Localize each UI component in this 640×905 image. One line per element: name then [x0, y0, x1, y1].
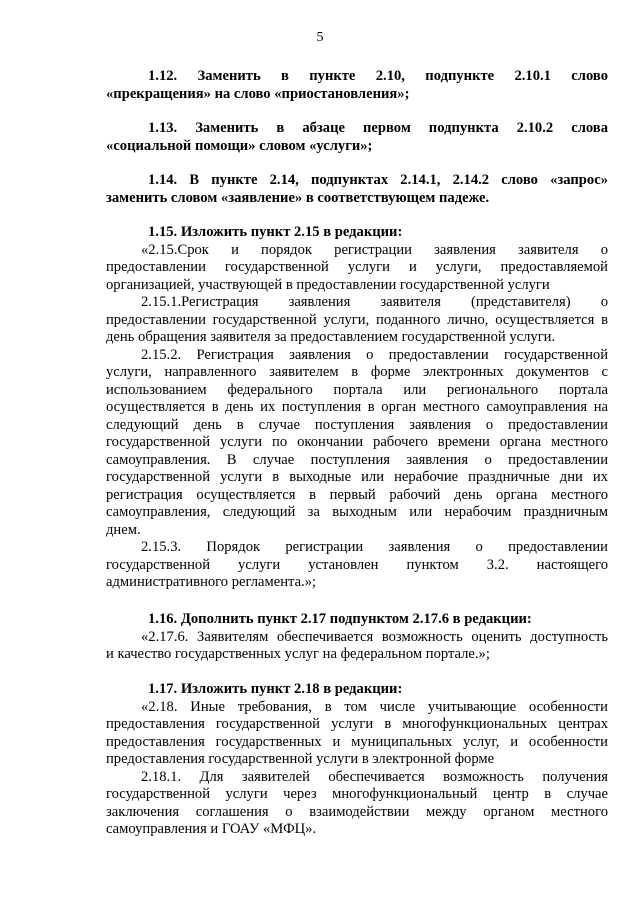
text-line: регистрация осуществляется в первый рабочий день органа местного: [106, 486, 608, 503]
text-line: 1.17. Изложить пункт 2.18 в редакции:: [148, 681, 403, 697]
text-line: самоуправления и ГОАУ «МФЦ».: [106, 821, 317, 837]
section-2: [106, 120, 608, 155]
text-line: административного регламента.»;: [106, 574, 317, 590]
text-line: 2.15.2. Регистрация заявления о предоставлении государственной: [141, 346, 608, 363]
text-line: государственной услуги в выходные или нерабочие праздничные дни их: [106, 469, 608, 485]
text-line: день обращения заявителя за предоставлением государственной услуги.: [106, 329, 556, 345]
text-line: и качество государственных услуг на федеральном портале.»;: [106, 646, 490, 662]
text-line: предоставления государственной услуги в многофункциональных центрах: [106, 716, 608, 732]
text-line: 1.14. В пункте 2.14, подпунктах 2.14.1, 2.14.2 слово «запрос»: [148, 172, 608, 188]
section-6: [106, 681, 608, 839]
text-line: 2.15.1.Регистрация заявления заявителя (представителя) о: [141, 294, 608, 310]
text-line: использованием федерального портала или регионального портала: [106, 381, 608, 398]
section-1: [106, 68, 608, 103]
text-line: 1.15. Изложить пункт 2.15 в редакции:: [148, 224, 403, 240]
text-line: заключения соглашения о взаимодействии между органом местного: [106, 803, 608, 820]
text-line: 1.13. Заменить в абзаце первом подпункта 2.10.2 слова: [148, 120, 608, 136]
text-line: «прекращения» на слово «приостановления»;: [106, 85, 410, 102]
text-line: организацией, участвующей в предоставлении государственной услуги: [106, 276, 550, 293]
text-line: предоставления государственных и муниципальных услуг, и особенности: [106, 733, 608, 750]
text-line: государственной услуги по окончании рабочего времени органа местного: [106, 434, 608, 450]
text-line: услуги, направленного заявителем в форме электронных документов с: [106, 364, 608, 380]
text-line: «2.17.6. Заявителям обеспечивается возможность оценить доступность: [141, 628, 608, 645]
text-line: предоставления государственной услуги в электронной форме: [106, 751, 495, 767]
section-5: [106, 611, 608, 664]
text-line: самоуправления. В случае поступления заявления о предоставлении: [106, 451, 608, 468]
text-line: 1.12. Заменить в пункте 2.10, подпункте 2.10.1 слово: [148, 68, 608, 84]
text-line: самоуправления, следующий за выходным или нерабочим праздничным: [106, 504, 608, 520]
text-line: «2.18. Иные требования, в том числе учитывающие особенности: [141, 698, 608, 715]
text-line: государственной услуги через многофункциональный центр в случае: [106, 786, 608, 802]
text-line: 1.16. Дополнить пункт 2.17 подпунктом 2.17.6 в редакции:: [148, 611, 532, 627]
text-line: государственной услуги установлен пунктом 3.2. настоящего: [106, 556, 608, 573]
section-3: [106, 172, 608, 207]
text-line: предоставлении государственной услуги, поданного лично, осуществляется в: [106, 311, 608, 328]
section-4: [106, 224, 608, 592]
text-line: осуществляется в день их поступления в орган местного самоуправления на: [106, 399, 608, 415]
page-number: 5: [316, 30, 324, 45]
text-line: 2.18.1. Для заявителей обеспечивается возможность получения: [141, 768, 608, 785]
text-line: 2.15.3. Порядок регистрации заявления о предоставлении: [141, 539, 608, 555]
text-line: заменить словом «заявление» в соответствующем падеже.: [106, 189, 490, 206]
text-line: «2.15.Срок и порядок регистрации заявления заявителя о: [141, 241, 608, 258]
text-line: днем.: [106, 521, 141, 538]
text-line: «социальной помощи» словом «услуги»;: [106, 137, 373, 154]
text-line: предоставлении государственной услуги и услуги, предоставляемой: [106, 259, 608, 275]
text-line: следующий день в случае поступления заявления о предоставлении: [106, 416, 608, 433]
